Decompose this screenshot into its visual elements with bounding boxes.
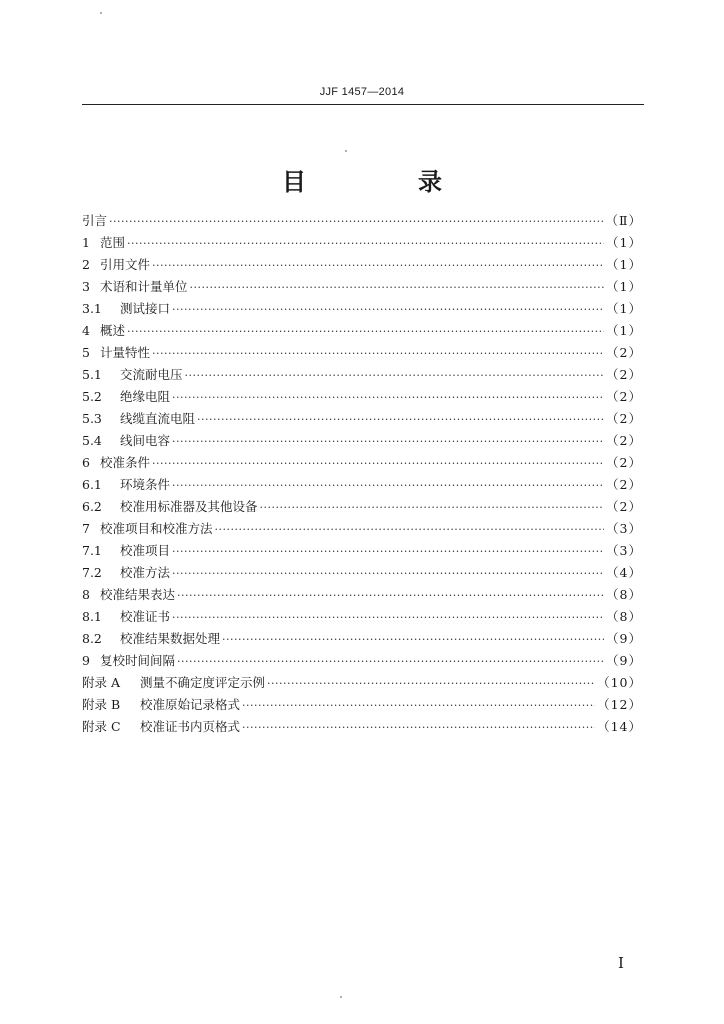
toc-entry-number: 5.4	[82, 433, 102, 448]
toc-entry-number: 6	[82, 455, 90, 470]
toc-entry-label	[82, 276, 188, 298]
toc-entry-text: 校准证书内页格式	[140, 719, 241, 734]
toc-dot-leader	[267, 673, 595, 695]
toc-entry-label	[82, 672, 265, 694]
toc-entry-number: 5	[82, 345, 90, 360]
toc-dot-leader	[197, 409, 604, 431]
running-header: JJF 1457—2014	[319, 86, 405, 98]
toc-entry-text: 测量不确定度评定示例	[140, 675, 266, 690]
toc-entry-text: 测试接口	[120, 301, 171, 316]
toc-entry-page: （2）	[606, 367, 642, 382]
toc-entry-text: 校准条件	[100, 455, 151, 470]
toc-entry-label	[82, 298, 170, 320]
toc-entry	[82, 496, 642, 518]
toc-dot-leader	[172, 563, 604, 585]
toc-entry	[82, 716, 642, 738]
toc-dot-leader	[172, 431, 604, 453]
toc-entry-text: 绝缘电阻	[120, 389, 171, 404]
toc-entry	[82, 430, 642, 452]
toc-entry-number: 附录 B	[82, 697, 121, 712]
toc-entry-page: （9）	[606, 653, 642, 668]
toc-entry-text: 校准方法	[120, 565, 171, 580]
toc-entry	[82, 254, 642, 276]
toc-entry-label	[82, 540, 170, 562]
toc-entry-number: 3	[82, 279, 90, 294]
toc-entry-label	[82, 386, 170, 408]
toc-entry-number: 附录 C	[82, 719, 121, 734]
toc-entry-number: 3.1	[82, 301, 102, 316]
toc-entry-number: 5.2	[82, 389, 102, 404]
toc-entry	[82, 452, 642, 474]
toc-entry-page: （3）	[606, 521, 642, 536]
toc-entry-page: （Ⅱ）	[605, 213, 642, 228]
toc-entry-number: 7.2	[82, 565, 102, 580]
toc-entry-label	[82, 694, 240, 716]
toc-entry-text: 线缆直流电阻	[120, 411, 196, 426]
toc-entry-label	[82, 474, 170, 496]
toc-entry-number: 8	[82, 587, 90, 602]
toc-dot-leader	[242, 695, 595, 717]
toc-entry-label	[82, 716, 240, 738]
toc-entry-number: 1	[82, 235, 90, 250]
toc-entry-number: 8.2	[82, 631, 102, 646]
scan-speck	[345, 150, 347, 152]
toc-entry-label	[82, 584, 175, 606]
toc-dot-leader	[215, 519, 605, 541]
toc-entry-number: 6.2	[82, 499, 102, 514]
scan-speck	[340, 996, 342, 998]
page-number: I	[618, 954, 624, 972]
toc-entry-text: 引言	[82, 213, 108, 228]
toc-entry-page: （2）	[606, 389, 642, 404]
toc-dot-leader	[172, 541, 604, 563]
toc-entry-text: 校准结果表达	[100, 587, 176, 602]
toc-entry-text: 校准项目和校准方法	[100, 521, 213, 536]
toc-entry-text: 校准证书	[120, 609, 171, 624]
toc-entry-page: （1）	[606, 279, 642, 294]
toc-entry-page: （10）	[597, 675, 642, 690]
toc-dot-leader	[127, 321, 604, 343]
toc-entry-page: （3）	[606, 543, 642, 558]
toc-entry	[82, 628, 642, 650]
toc-entry	[82, 540, 642, 562]
toc-entry-number: 4	[82, 323, 90, 338]
toc-entry-label	[82, 232, 125, 254]
toc-entry	[82, 210, 642, 232]
toc-entry-page: （2）	[606, 411, 642, 426]
toc-entry-page: （4）	[606, 565, 642, 580]
toc-entry-text: 校准原始记录格式	[140, 697, 241, 712]
toc-entry	[82, 386, 642, 408]
toc-dot-leader	[260, 497, 605, 519]
toc-entry-page: （2）	[606, 345, 642, 360]
toc-entry	[82, 364, 642, 386]
toc-entry	[82, 474, 642, 496]
toc-entry-page: （14）	[597, 719, 642, 734]
toc-entry-label	[82, 562, 170, 584]
toc-entry-text: 引用文件	[100, 257, 151, 272]
toc-entry-label	[82, 430, 170, 452]
scan-speck	[100, 12, 102, 14]
toc-entry-text: 环境条件	[120, 477, 171, 492]
toc-entry-number: 5.3	[82, 411, 102, 426]
toc-dot-leader	[172, 387, 604, 409]
toc-entry-label	[82, 320, 125, 342]
toc-entry-label	[82, 650, 175, 672]
toc-entry-text: 交流耐电压	[120, 367, 183, 382]
toc-entry	[82, 562, 642, 584]
toc-dot-leader	[222, 629, 604, 651]
toc-entry-label	[82, 606, 170, 628]
toc-entry-label	[82, 496, 258, 518]
toc-dot-leader	[185, 365, 605, 387]
toc-dot-leader	[127, 233, 604, 255]
toc-entry-text: 校准用标准器及其他设备	[120, 499, 258, 514]
toc-entry-label	[82, 342, 150, 364]
toc-entry-text: 复校时间间隔	[100, 653, 176, 668]
toc-dot-leader	[152, 255, 604, 277]
toc-entry-text: 线间电容	[120, 433, 171, 448]
toc-entry	[82, 606, 642, 628]
toc-dot-leader	[190, 277, 605, 299]
toc-entry-number: 9	[82, 653, 90, 668]
toc-entry-number: 6.1	[82, 477, 102, 492]
toc-entry-label	[82, 518, 213, 540]
toc-dot-leader	[172, 475, 604, 497]
toc-entry-page: （2）	[606, 455, 642, 470]
page-title: 目 录	[282, 168, 486, 196]
toc-entry-page: （2）	[606, 433, 642, 448]
toc-entry-label	[82, 364, 183, 386]
toc-entry-label	[82, 408, 195, 430]
toc-dot-leader	[172, 299, 604, 321]
toc-entry-page: （2）	[606, 499, 642, 514]
toc-entry-page: （1）	[606, 301, 642, 316]
toc-entry	[82, 408, 642, 430]
toc-entry	[82, 276, 642, 298]
toc-entry	[82, 694, 642, 716]
toc-entry	[82, 298, 642, 320]
toc-entry-page: （12）	[597, 697, 642, 712]
toc-list	[82, 210, 642, 738]
toc-dot-leader	[152, 343, 604, 365]
toc-entry	[82, 518, 642, 540]
toc-entry-text: 概述	[100, 323, 126, 338]
toc-dot-leader	[109, 211, 603, 233]
toc-entry-page: （8）	[606, 587, 642, 602]
toc-entry-number: 5.1	[82, 367, 102, 382]
toc-entry-text: 校准结果数据处理	[120, 631, 221, 646]
toc-dot-leader	[177, 585, 604, 607]
toc-dot-leader	[152, 453, 604, 475]
toc-entry	[82, 232, 642, 254]
toc-dot-leader	[177, 651, 604, 673]
toc-entry	[82, 342, 642, 364]
toc-entry-page: （1）	[606, 257, 642, 272]
toc-entry	[82, 650, 642, 672]
toc-entry-text: 范围	[100, 235, 126, 250]
toc-entry-number: 8.1	[82, 609, 102, 624]
toc-entry	[82, 584, 642, 606]
toc-entry-page: （1）	[606, 323, 642, 338]
toc-entry	[82, 320, 642, 342]
toc-entry-page: （1）	[606, 235, 642, 250]
toc-entry-page: （2）	[606, 477, 642, 492]
toc-entry-label	[82, 628, 220, 650]
toc-entry-page: （9）	[606, 631, 642, 646]
toc-entry-text: 计量特性	[100, 345, 151, 360]
toc-entry	[82, 672, 642, 694]
toc-entry-number: 7	[82, 521, 90, 536]
toc-entry-text: 术语和计量单位	[100, 279, 188, 294]
toc-entry-number: 附录 A	[82, 675, 121, 690]
toc-dot-leader	[172, 607, 604, 629]
toc-entry-label	[82, 452, 150, 474]
toc-entry-text: 校准项目	[120, 543, 171, 558]
toc-entry-label	[82, 210, 107, 232]
toc-dot-leader	[242, 717, 595, 739]
toc-entry-number: 2	[82, 257, 90, 272]
toc-entry-page: （8）	[606, 609, 642, 624]
header-rule	[82, 104, 644, 105]
toc-entry-number: 7.1	[82, 543, 102, 558]
toc-entry-label	[82, 254, 150, 276]
